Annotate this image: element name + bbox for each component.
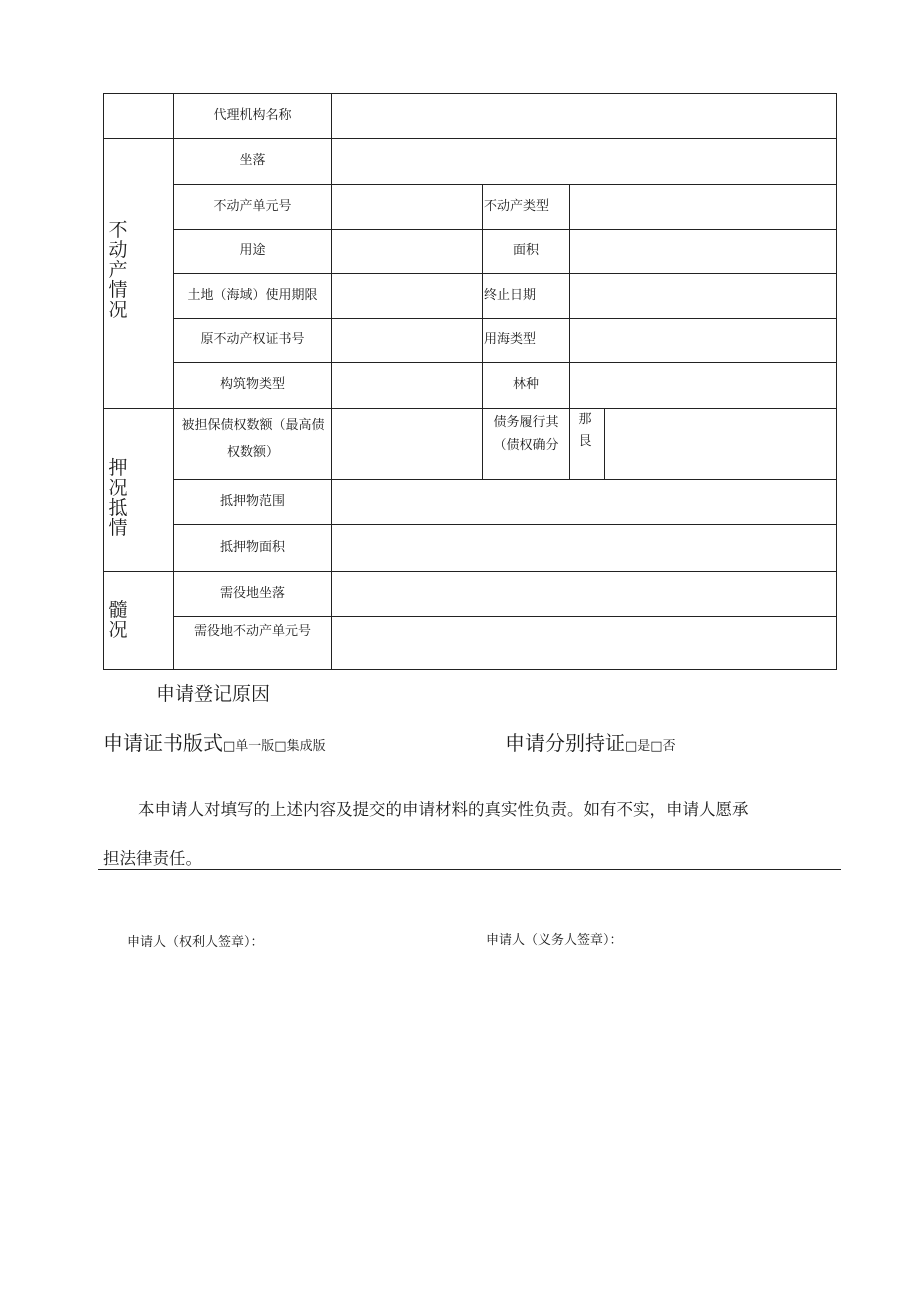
secured-amount-label: 被担保债权数额（最高债权数额） [181, 418, 325, 460]
usage-field[interactable] [332, 230, 482, 273]
separate-cert-yes-option[interactable]: □是 [625, 739, 651, 754]
end-date-label: 终止日期 [484, 287, 537, 303]
collateral-area-label: 抵押物面积 [219, 539, 285, 555]
registration-reason-label: 申请登记原因 [156, 683, 271, 705]
location-field[interactable] [332, 139, 836, 184]
building-type-label: 构筑物类型 [219, 377, 285, 393]
forest-type-label: 林种 [512, 377, 539, 393]
location-label: 坐落 [239, 153, 266, 169]
column-divider [569, 408, 570, 479]
agent-name-label: 代理机构名称 [213, 107, 292, 123]
easement-group-label: 髓况 [108, 599, 128, 641]
debt-period-extra-label: 那艮 [578, 412, 592, 449]
collateral-scope-field[interactable] [332, 480, 836, 524]
area-label: 面积 [512, 243, 539, 259]
table-border-bottom [103, 669, 837, 670]
usage-label: 用途 [239, 243, 266, 259]
end-date-field[interactable] [570, 274, 836, 318]
building-type-field[interactable] [332, 363, 482, 408]
separate-cert-row [505, 727, 676, 756]
agent-name-field[interactable] [332, 94, 836, 138]
mortgage-group-label: 押况抵情 [108, 457, 128, 539]
separate-cert-no-option[interactable]: □否 [650, 739, 676, 754]
obligor-signature-label: 申请人（义务人签章）： [486, 933, 623, 948]
original-cert-label: 原不动产权证书号 [200, 332, 305, 348]
sea-use-type-field[interactable] [570, 319, 836, 362]
section-divider [98, 869, 841, 870]
secured-amount-field[interactable] [332, 409, 482, 479]
cert-format-row [103, 727, 326, 756]
easement-unit-no-field[interactable] [332, 617, 836, 669]
unit-no-field[interactable] [332, 185, 482, 229]
unit-no-label: 不动产单元号 [213, 198, 292, 214]
land-term-label: 土地（海域）使用期限 [187, 287, 318, 303]
area-field[interactable] [570, 230, 836, 273]
declaration-line-2: 担法律责任。 [103, 849, 202, 868]
debt-period-field[interactable] [605, 409, 836, 479]
column-divider [482, 408, 483, 479]
land-term-field[interactable] [332, 274, 482, 318]
easement-location-field[interactable] [332, 572, 836, 616]
right-holder-signature-label: 申请人（权利人签章）： [127, 935, 264, 950]
collateral-area-field[interactable] [332, 525, 836, 571]
debt-period-label: 债务履行其（债权确分 [493, 415, 559, 453]
sea-use-type-label: 用海类型 [484, 332, 537, 348]
collateral-scope-label: 抵押物范围 [219, 493, 285, 509]
table-border-right [836, 93, 837, 670]
cert-format-single-option[interactable]: □单一版 [223, 739, 275, 754]
easement-location-label: 需役地坐落 [219, 585, 285, 601]
separate-cert-label: 申请分别持证 [505, 731, 625, 755]
property-type-field[interactable] [570, 185, 836, 229]
cert-format-integrated-option[interactable]: □集成版 [274, 739, 326, 754]
declaration-line-1: 本申请人对填写的上述内容及提交的申请材料的真实性负责。如有不实，申请人愿承 [138, 800, 749, 819]
original-cert-field[interactable] [332, 319, 482, 362]
property-group-label: 不动产情况 [108, 219, 128, 321]
easement-unit-no-label: 需役地不动产单元号 [193, 623, 311, 639]
cert-format-label: 申请证书版式 [103, 731, 223, 755]
forest-type-field[interactable] [570, 363, 836, 408]
table-border-left [103, 93, 104, 670]
property-type-label: 不动产类型 [484, 198, 550, 214]
